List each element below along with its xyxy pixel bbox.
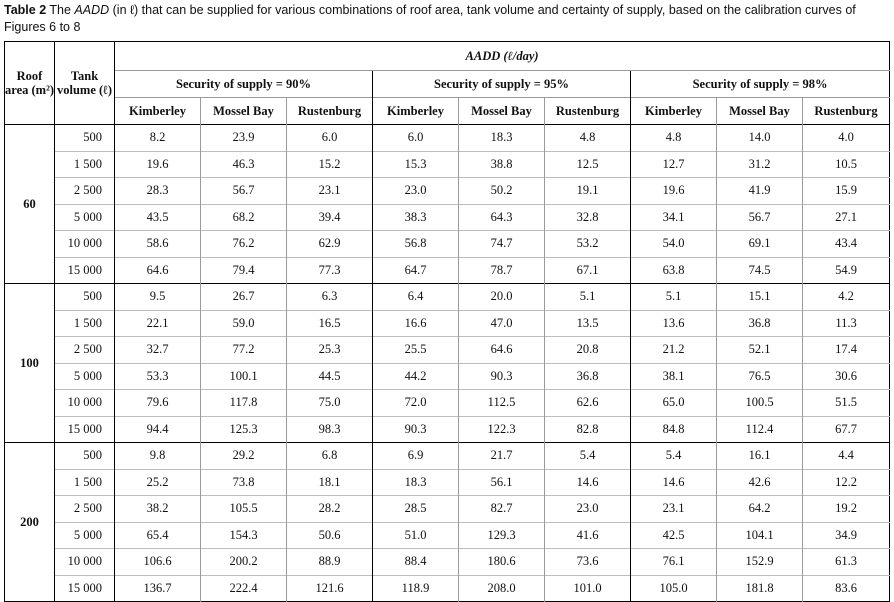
aadd-value-cell: 6.0 xyxy=(287,125,373,152)
aadd-value-cell: 4.4 xyxy=(803,443,890,470)
aadd-value-cell: 152.9 xyxy=(717,549,803,576)
aadd-value-cell: 25.3 xyxy=(287,337,373,364)
aadd-value-cell: 56.8 xyxy=(373,231,459,258)
aadd-value-cell: 180.6 xyxy=(459,549,545,576)
aadd-value-cell: 36.8 xyxy=(717,310,803,337)
tank-volume-cell: 1 500 xyxy=(55,151,115,178)
aadd-value-cell: 117.8 xyxy=(201,390,287,417)
roof-area-cell: 60 xyxy=(23,196,36,211)
aadd-value-cell: 28.5 xyxy=(373,496,459,523)
aadd-value-cell: 43.5 xyxy=(115,204,201,231)
aadd-value-cell: 15.9 xyxy=(803,178,890,205)
aadd-value-cell: 200.2 xyxy=(201,549,287,576)
aadd-value-cell: 18.3 xyxy=(373,469,459,496)
aadd-value-cell: 63.8 xyxy=(631,257,717,284)
table-row xyxy=(5,496,890,523)
aadd-value-cell: 26.7 xyxy=(201,284,287,311)
aadd-value-cell: 51.5 xyxy=(803,390,890,417)
aadd-value-cell: 56.7 xyxy=(717,204,803,231)
aadd-value-cell: 136.7 xyxy=(115,575,201,602)
aadd-value-cell: 56.7 xyxy=(201,178,287,205)
caption-text-after: (in ℓ) that can be supplied for various combinations of roof area, tank volume and certainty of supply, based on the calibration curves of Figures 6 to 8 xyxy=(4,3,856,34)
aadd-value-cell: 208.0 xyxy=(459,575,545,602)
aadd-value-cell: 20.0 xyxy=(459,284,545,311)
aadd-value-cell: 76.2 xyxy=(201,231,287,258)
town-header: Mossel Bay xyxy=(459,98,545,125)
table-row xyxy=(5,416,890,443)
aadd-value-cell: 54.9 xyxy=(803,257,890,284)
town-header: Kimberley xyxy=(373,98,459,125)
aadd-value-cell: 79.6 xyxy=(115,390,201,417)
aadd-value-cell: 14.0 xyxy=(717,125,803,152)
tank-volume-cell: 1 500 xyxy=(55,469,115,496)
aadd-value-cell: 23.1 xyxy=(287,178,373,205)
table-row xyxy=(5,469,890,496)
aadd-value-cell: 6.0 xyxy=(373,125,459,152)
aadd-value-cell: 112.4 xyxy=(717,416,803,443)
aadd-value-cell: 13.5 xyxy=(545,310,631,337)
aadd-value-cell: 46.3 xyxy=(201,151,287,178)
aadd-value-cell: 9.5 xyxy=(115,284,201,311)
aadd-header: AADD (ℓ/day) xyxy=(115,42,890,71)
aadd-value-cell: 82.8 xyxy=(545,416,631,443)
town-header: Mossel Bay xyxy=(201,98,287,125)
table-row xyxy=(5,125,890,152)
aadd-value-cell: 56.1 xyxy=(459,469,545,496)
tank-volume-cell: 15 000 xyxy=(55,257,115,284)
aadd-value-cell: 34.9 xyxy=(803,522,890,549)
aadd-value-cell: 73.6 xyxy=(545,549,631,576)
aadd-value-cell: 74.7 xyxy=(459,231,545,258)
aadd-value-cell: 15.3 xyxy=(373,151,459,178)
table-row xyxy=(5,443,890,470)
aadd-value-cell: 62.6 xyxy=(545,390,631,417)
aadd-value-cell: 73.8 xyxy=(201,469,287,496)
tank-volume-cell: 5 000 xyxy=(55,363,115,390)
aadd-value-cell: 47.0 xyxy=(459,310,545,337)
town-header: Rustenburg xyxy=(545,98,631,125)
aadd-value-cell: 17.4 xyxy=(803,337,890,364)
aadd-value-cell: 122.3 xyxy=(459,416,545,443)
town-header: Mossel Bay xyxy=(717,98,803,125)
aadd-value-cell: 100.1 xyxy=(201,363,287,390)
aadd-value-cell: 61.3 xyxy=(803,549,890,576)
aadd-value-cell: 74.5 xyxy=(717,257,803,284)
aadd-value-cell: 101.0 xyxy=(545,575,631,602)
aadd-value-cell: 38.3 xyxy=(373,204,459,231)
aadd-value-cell: 19.2 xyxy=(803,496,890,523)
aadd-value-cell: 19.1 xyxy=(545,178,631,205)
aadd-value-cell: 31.2 xyxy=(717,151,803,178)
town-header: Rustenburg xyxy=(803,98,890,125)
aadd-value-cell: 98.3 xyxy=(287,416,373,443)
aadd-value-cell: 77.2 xyxy=(201,337,287,364)
tank-volume-cell: 15 000 xyxy=(55,416,115,443)
tank-volume-cell: 2 500 xyxy=(55,337,115,364)
aadd-value-cell: 53.2 xyxy=(545,231,631,258)
security-header-98: Security of supply = 98% xyxy=(631,71,890,98)
aadd-value-cell: 64.3 xyxy=(459,204,545,231)
aadd-value-cell: 88.9 xyxy=(287,549,373,576)
roof-area-cell: 200 xyxy=(20,514,39,529)
aadd-value-cell: 5.1 xyxy=(631,284,717,311)
aadd-value-cell: 16.5 xyxy=(287,310,373,337)
aadd-value-cell: 22.1 xyxy=(115,310,201,337)
aadd-value-cell: 84.8 xyxy=(631,416,717,443)
aadd-value-cell: 76.1 xyxy=(631,549,717,576)
aadd-value-cell: 32.7 xyxy=(115,337,201,364)
aadd-value-cell: 15.1 xyxy=(717,284,803,311)
aadd-value-cell: 41.9 xyxy=(717,178,803,205)
table-caption xyxy=(4,2,888,36)
aadd-value-cell: 121.6 xyxy=(287,575,373,602)
aadd-value-cell: 21.2 xyxy=(631,337,717,364)
aadd-value-cell: 4.8 xyxy=(545,125,631,152)
town-header: Rustenburg xyxy=(287,98,373,125)
aadd-value-cell: 118.9 xyxy=(373,575,459,602)
tank-volume-cell: 500 xyxy=(55,284,115,311)
aadd-value-cell: 78.7 xyxy=(459,257,545,284)
aadd-value-cell: 38.2 xyxy=(115,496,201,523)
aadd-value-cell: 5.4 xyxy=(545,443,631,470)
aadd-value-cell: 6.4 xyxy=(373,284,459,311)
aadd-value-cell: 222.4 xyxy=(201,575,287,602)
tank-volume-cell: 10 000 xyxy=(55,390,115,417)
aadd-value-cell: 94.4 xyxy=(115,416,201,443)
aadd-value-cell: 43.4 xyxy=(803,231,890,258)
aadd-value-cell: 11.3 xyxy=(803,310,890,337)
caption-aadd: AADD xyxy=(74,3,110,17)
aadd-value-cell: 88.4 xyxy=(373,549,459,576)
tank-volume-cell: 500 xyxy=(55,443,115,470)
aadd-value-cell: 10.5 xyxy=(803,151,890,178)
aadd-value-cell: 129.3 xyxy=(459,522,545,549)
aadd-value-cell: 9.8 xyxy=(115,443,201,470)
aadd-value-cell: 29.2 xyxy=(201,443,287,470)
aadd-value-cell: 90.3 xyxy=(459,363,545,390)
roof-area-group xyxy=(5,125,890,284)
aadd-value-cell: 112.5 xyxy=(459,390,545,417)
table-row xyxy=(5,204,890,231)
aadd-value-cell: 25.5 xyxy=(373,337,459,364)
roof-area-header: Roof area (m²) xyxy=(5,69,54,97)
aadd-value-cell: 75.0 xyxy=(287,390,373,417)
table-header xyxy=(5,42,890,125)
aadd-value-cell: 6.3 xyxy=(287,284,373,311)
table-row xyxy=(5,231,890,258)
aadd-value-cell: 105.0 xyxy=(631,575,717,602)
aadd-value-cell: 12.2 xyxy=(803,469,890,496)
table-row xyxy=(5,549,890,576)
aadd-value-cell: 64.2 xyxy=(717,496,803,523)
aadd-value-cell: 4.8 xyxy=(631,125,717,152)
aadd-value-cell: 18.3 xyxy=(459,125,545,152)
aadd-value-cell: 14.6 xyxy=(631,469,717,496)
aadd-value-cell: 62.9 xyxy=(287,231,373,258)
aadd-value-cell: 51.0 xyxy=(373,522,459,549)
town-header: Kimberley xyxy=(115,98,201,125)
aadd-value-cell: 23.0 xyxy=(545,496,631,523)
roof-area-group xyxy=(5,284,890,443)
aadd-value-cell: 72.0 xyxy=(373,390,459,417)
aadd-value-cell: 52.1 xyxy=(717,337,803,364)
aadd-value-cell: 23.1 xyxy=(631,496,717,523)
caption-label: Table 2 xyxy=(4,3,47,17)
tank-volume-cell: 10 000 xyxy=(55,231,115,258)
aadd-value-cell: 25.2 xyxy=(115,469,201,496)
tank-volume-cell: 15 000 xyxy=(55,575,115,602)
aadd-value-cell: 53.3 xyxy=(115,363,201,390)
aadd-value-cell: 76.5 xyxy=(717,363,803,390)
aadd-value-cell: 16.6 xyxy=(373,310,459,337)
aadd-value-cell: 50.6 xyxy=(287,522,373,549)
aadd-value-cell: 82.7 xyxy=(459,496,545,523)
town-header: Kimberley xyxy=(631,98,717,125)
security-header-95: Security of supply = 95% xyxy=(373,71,631,98)
tank-volume-cell: 500 xyxy=(55,125,115,152)
table-row xyxy=(5,178,890,205)
aadd-value-cell: 8.2 xyxy=(115,125,201,152)
aadd-value-cell: 68.2 xyxy=(201,204,287,231)
table-row xyxy=(5,522,890,549)
aadd-value-cell: 21.7 xyxy=(459,443,545,470)
tank-volume-cell: 5 000 xyxy=(55,204,115,231)
aadd-value-cell: 58.6 xyxy=(115,231,201,258)
aadd-value-cell: 19.6 xyxy=(115,151,201,178)
aadd-value-cell: 34.1 xyxy=(631,204,717,231)
aadd-value-cell: 50.2 xyxy=(459,178,545,205)
aadd-value-cell: 65.0 xyxy=(631,390,717,417)
roof-area-group xyxy=(5,443,890,602)
aadd-value-cell: 4.0 xyxy=(803,125,890,152)
aadd-value-cell: 104.1 xyxy=(717,522,803,549)
aadd-value-cell: 4.2 xyxy=(803,284,890,311)
aadd-value-cell: 28.2 xyxy=(287,496,373,523)
aadd-value-cell: 181.8 xyxy=(717,575,803,602)
aadd-value-cell: 90.3 xyxy=(373,416,459,443)
aadd-value-cell: 64.6 xyxy=(459,337,545,364)
aadd-value-cell: 64.6 xyxy=(115,257,201,284)
table-row xyxy=(5,257,890,284)
aadd-value-cell: 42.5 xyxy=(631,522,717,549)
aadd-value-cell: 5.4 xyxy=(631,443,717,470)
aadd-value-cell: 5.1 xyxy=(545,284,631,311)
aadd-value-cell: 105.5 xyxy=(201,496,287,523)
aadd-value-cell: 14.6 xyxy=(545,469,631,496)
aadd-value-cell: 41.6 xyxy=(545,522,631,549)
aadd-value-cell: 79.4 xyxy=(201,257,287,284)
aadd-value-cell: 64.7 xyxy=(373,257,459,284)
aadd-value-cell: 154.3 xyxy=(201,522,287,549)
aadd-value-cell: 42.6 xyxy=(717,469,803,496)
security-header-90: Security of supply = 90% xyxy=(115,71,373,98)
aadd-value-cell: 36.8 xyxy=(545,363,631,390)
aadd-value-cell: 38.8 xyxy=(459,151,545,178)
aadd-value-cell: 39.4 xyxy=(287,204,373,231)
aadd-value-cell: 6.9 xyxy=(373,443,459,470)
table-row xyxy=(5,310,890,337)
aadd-value-cell: 28.3 xyxy=(115,178,201,205)
table-row xyxy=(5,151,890,178)
aadd-value-cell: 16.1 xyxy=(717,443,803,470)
aadd-value-cell: 83.6 xyxy=(803,575,890,602)
aadd-value-cell: 23.9 xyxy=(201,125,287,152)
aadd-value-cell: 15.2 xyxy=(287,151,373,178)
tank-volume-cell: 1 500 xyxy=(55,310,115,337)
table-row xyxy=(5,337,890,364)
aadd-value-cell: 69.1 xyxy=(717,231,803,258)
aadd-value-cell: 18.1 xyxy=(287,469,373,496)
aadd-value-cell: 38.1 xyxy=(631,363,717,390)
aadd-value-cell: 77.3 xyxy=(287,257,373,284)
aadd-value-cell: 27.1 xyxy=(803,204,890,231)
table-row xyxy=(5,284,890,311)
aadd-value-cell: 32.8 xyxy=(545,204,631,231)
caption-text-before: The xyxy=(46,3,75,17)
tank-volume-cell: 5 000 xyxy=(55,522,115,549)
table-row xyxy=(5,363,890,390)
aadd-value-cell: 54.0 xyxy=(631,231,717,258)
aadd-value-cell: 19.6 xyxy=(631,178,717,205)
aadd-value-cell: 67.1 xyxy=(545,257,631,284)
aadd-value-cell: 23.0 xyxy=(373,178,459,205)
aadd-value-cell: 44.2 xyxy=(373,363,459,390)
aadd-value-cell: 12.7 xyxy=(631,151,717,178)
aadd-value-cell: 65.4 xyxy=(115,522,201,549)
tank-volume-header: Tank volume (ℓ) xyxy=(55,42,115,125)
aadd-value-cell: 106.6 xyxy=(115,549,201,576)
tank-volume-cell: 2 500 xyxy=(55,178,115,205)
aadd-value-cell: 13.6 xyxy=(631,310,717,337)
aadd-value-cell: 6.8 xyxy=(287,443,373,470)
aadd-table xyxy=(4,41,890,602)
tank-volume-cell: 10 000 xyxy=(55,549,115,576)
aadd-value-cell: 12.5 xyxy=(545,151,631,178)
aadd-value-cell: 59.0 xyxy=(201,310,287,337)
table-row xyxy=(5,390,890,417)
aadd-value-cell: 30.6 xyxy=(803,363,890,390)
roof-area-cell: 100 xyxy=(20,355,39,370)
aadd-value-cell: 67.7 xyxy=(803,416,890,443)
tank-volume-cell: 2 500 xyxy=(55,496,115,523)
aadd-value-cell: 100.5 xyxy=(717,390,803,417)
aadd-value-cell: 20.8 xyxy=(545,337,631,364)
aadd-value-cell: 44.5 xyxy=(287,363,373,390)
table-row xyxy=(5,575,890,602)
aadd-value-cell: 125.3 xyxy=(201,416,287,443)
